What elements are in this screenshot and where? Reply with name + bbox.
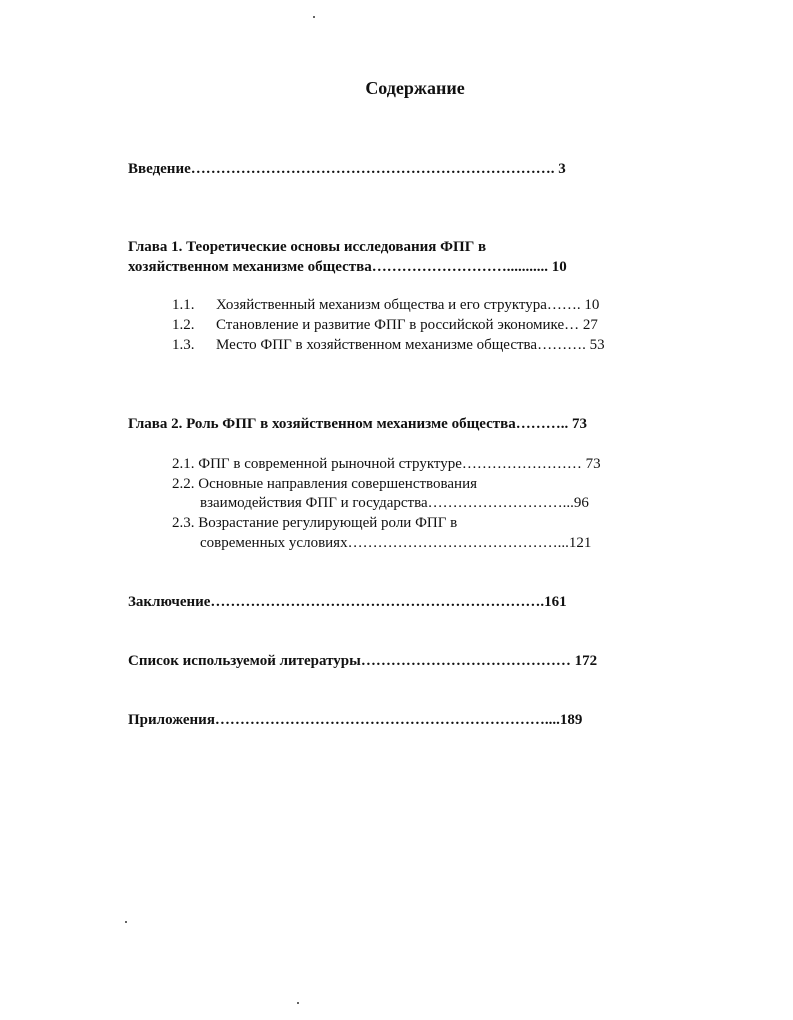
toc-conclusion: Заключение………………………………………………………….161 [128, 594, 567, 610]
scan-speck-top [313, 16, 315, 18]
toc-chapter1-heading-line1: Глава 1. Теоретические основы исследования ФПГ в [128, 239, 487, 255]
toc-chapter2-heading: Глава 2. Роль ФПГ в хозяйственном механизме общества……….. 73 [128, 416, 587, 432]
scan-speck-bottom-left [125, 921, 127, 923]
toc-references: Список используемой литературы…………………………………… 172 [128, 653, 598, 669]
toc-appendix: Приложения…………………………………………………………....189 [128, 712, 583, 728]
toc-introduction: Введение………………………………………………………………. 3 [128, 161, 566, 177]
toc-section-2-3-line2: современных условиях……………………………………...121 [200, 535, 592, 551]
page-title: Содержание [365, 78, 465, 98]
scan-speck-bottom [297, 1002, 299, 1004]
toc-section-2-2-line2: взаимодействия ФПГ и государства………………………...96 [200, 495, 589, 511]
toc-section-1-3-text: Место ФПГ в хозяйственном механизме общества………. 53 [216, 337, 605, 353]
toc-section-2-3-line1: 2.3. Возрастание регулирующей роли ФПГ в [172, 515, 458, 531]
toc-section-1-2-number: 1.2. [172, 317, 195, 333]
toc-section-1-3-number: 1.3. [172, 337, 195, 353]
toc-section-1-2-text: Становление и развитие ФПГ в российской экономике… 27 [216, 317, 598, 333]
toc-chapter1-heading-line2: хозяйственном механизме общества………………………........... 10 [128, 259, 567, 275]
toc-section-2-2-line1: 2.2. Основные направления совершенствования [172, 476, 478, 492]
toc-section-1-1-text: Хозяйственный механизм общества и его структура……. 10 [216, 297, 600, 313]
toc-section-2-1: 2.1. ФПГ в современной рыночной структуре…………………… 73 [172, 456, 601, 472]
toc-section-1-1-number: 1.1. [172, 297, 195, 313]
